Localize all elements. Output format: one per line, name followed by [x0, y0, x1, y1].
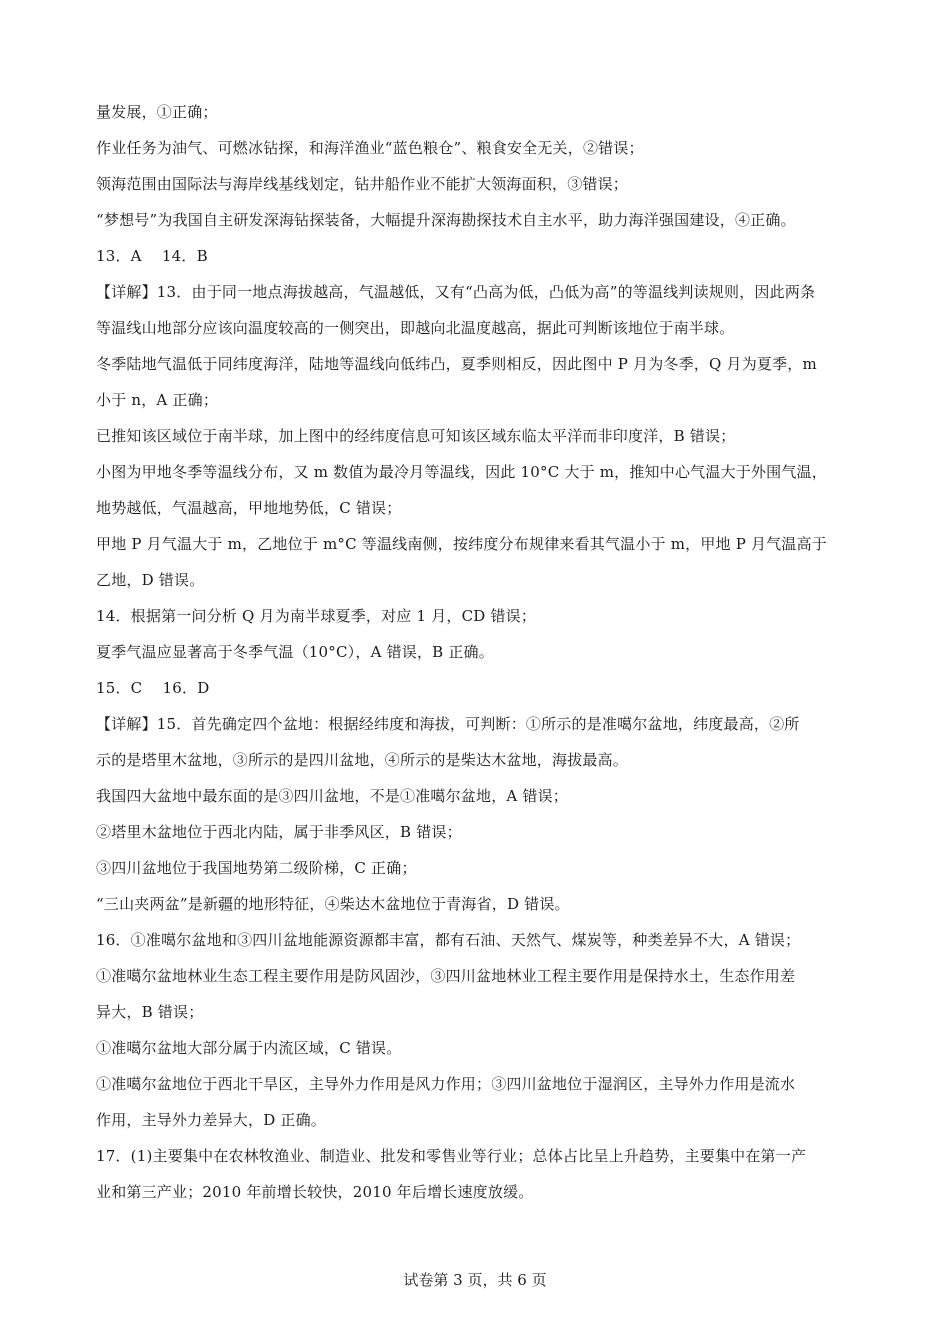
text-line: “三山夹两盆”是新疆的地形特征，④柴达木盆地位于青海省，D 错误。	[96, 895, 570, 913]
text-line: ②塔里木盆地位于西北内陆，属于非季风区，B 错误；	[96, 823, 462, 841]
text-line: 冬季陆地气温低于同纬度海洋，陆地等温线向低纬凸，夏季则相反，因此图中 P 月为冬季，Q 月为夏季，m	[96, 355, 817, 373]
text-line: “梦想号”为我国自主研发深海钻探装备，大幅提升深海勘探技术自主水平，助力海洋强国建设，④正确。	[96, 211, 796, 229]
text-line: 小于 n，A 正确；	[96, 391, 219, 409]
text-line: 等温线山地部分应该向温度较高的一侧突出，即越向北温度越高，据此可判断该地位于南半球。	[96, 319, 735, 337]
text-line: ③四川盆地位于我国地势第二级阶梯，C 正确；	[96, 859, 417, 877]
answer-key-line: 15．C 16．D	[96, 679, 210, 697]
text-line: 17．(1)主要集中在农林牧渔业、制造业、批发和零售业等行业；总体占比呈上升趋势，主要集中在第一产	[96, 1147, 807, 1165]
text-line: 我国四大盆地中最东面的是③四川盆地，不是①准噶尔盆地，A 错误；	[96, 787, 569, 805]
text-line: 小图为甲地冬季等温线分布，又 m 数值为最冷月等温线，因此 10°C 大于 m，推知中心气温大于外围气温，	[96, 463, 827, 481]
text-line: 异大，B 错误；	[96, 1003, 204, 1021]
text-line: 量发展，①正确；	[96, 103, 218, 121]
text-line: 16．①准噶尔盆地和③四川盆地能源资源都丰富，都有石油、天然气、煤炭等，种类差异不大，A 错误；	[96, 931, 801, 949]
text-line: 作用，主导外力差异大，D 正确。	[96, 1111, 326, 1129]
text-line: 示的是塔里木盆地，③所示的是四川盆地，④所示的是柴达木盆地，海拔最高。	[96, 751, 629, 769]
text-line: 【详解】15．首先确定四个盆地：根据经纬度和海拔，可判断：①所示的是准噶尔盆地，纬度最高，②所	[96, 715, 800, 733]
answer-key-line: 13．A 14．B	[96, 247, 208, 265]
text-line: ①准噶尔盆地大部分属于内流区域，C 错误。	[96, 1039, 402, 1057]
text-line: 【详解】13．由于同一地点海拔越高，气温越低，又有“凸高为低，凸低为高”的等温线判读规则，因此两条	[96, 283, 816, 301]
page-footer: 试卷第 3 页，共 6 页	[403, 1271, 547, 1289]
text-line: 夏季气温应显著高于冬季气温（10°C），A 错误，B 正确。	[96, 643, 494, 661]
text-line: ①准噶尔盆地位于西北干旱区，主导外力作用是风力作用；③四川盆地位于湿润区，主导外力作用是流水	[96, 1075, 796, 1093]
text-line: 甲地 P 月气温大于 m，乙地位于 m°C 等温线南侧，按纬度分布规律来看其气温小于 m，甲地 P 月气温高于	[96, 535, 827, 553]
text-line: 领海范围由国际法与海岸线基线划定，钻井船作业不能扩大领海面积，③错误；	[96, 175, 629, 193]
text-line: 已推知该区域位于南半球，加上图中的经纬度信息可知该区域东临太平洋而非印度洋，B 错误；	[96, 427, 736, 445]
answer-body	[96, 94, 866, 1210]
text-line: 业和第三产业；2010 年前增长较快，2010 年后增长速度放缓。	[96, 1183, 534, 1201]
text-line: 地势越低，气温越高，甲地地势低，C 错误；	[96, 499, 402, 517]
text-line: ①准噶尔盆地林业生态工程主要作用是防风固沙，③四川盆地林业工程主要作用是保持水土，生态作用差	[96, 967, 796, 985]
text-line: 乙地，D 错误。	[96, 571, 205, 589]
text-line: 14．根据第一问分析 Q 月为南半球夏季，对应 1 月，CD 错误；	[96, 607, 537, 625]
text-line: 作业任务为油气、可燃冰钻探，和海洋渔业“蓝色粮仓”、粮食安全无关，②错误；	[96, 139, 644, 157]
